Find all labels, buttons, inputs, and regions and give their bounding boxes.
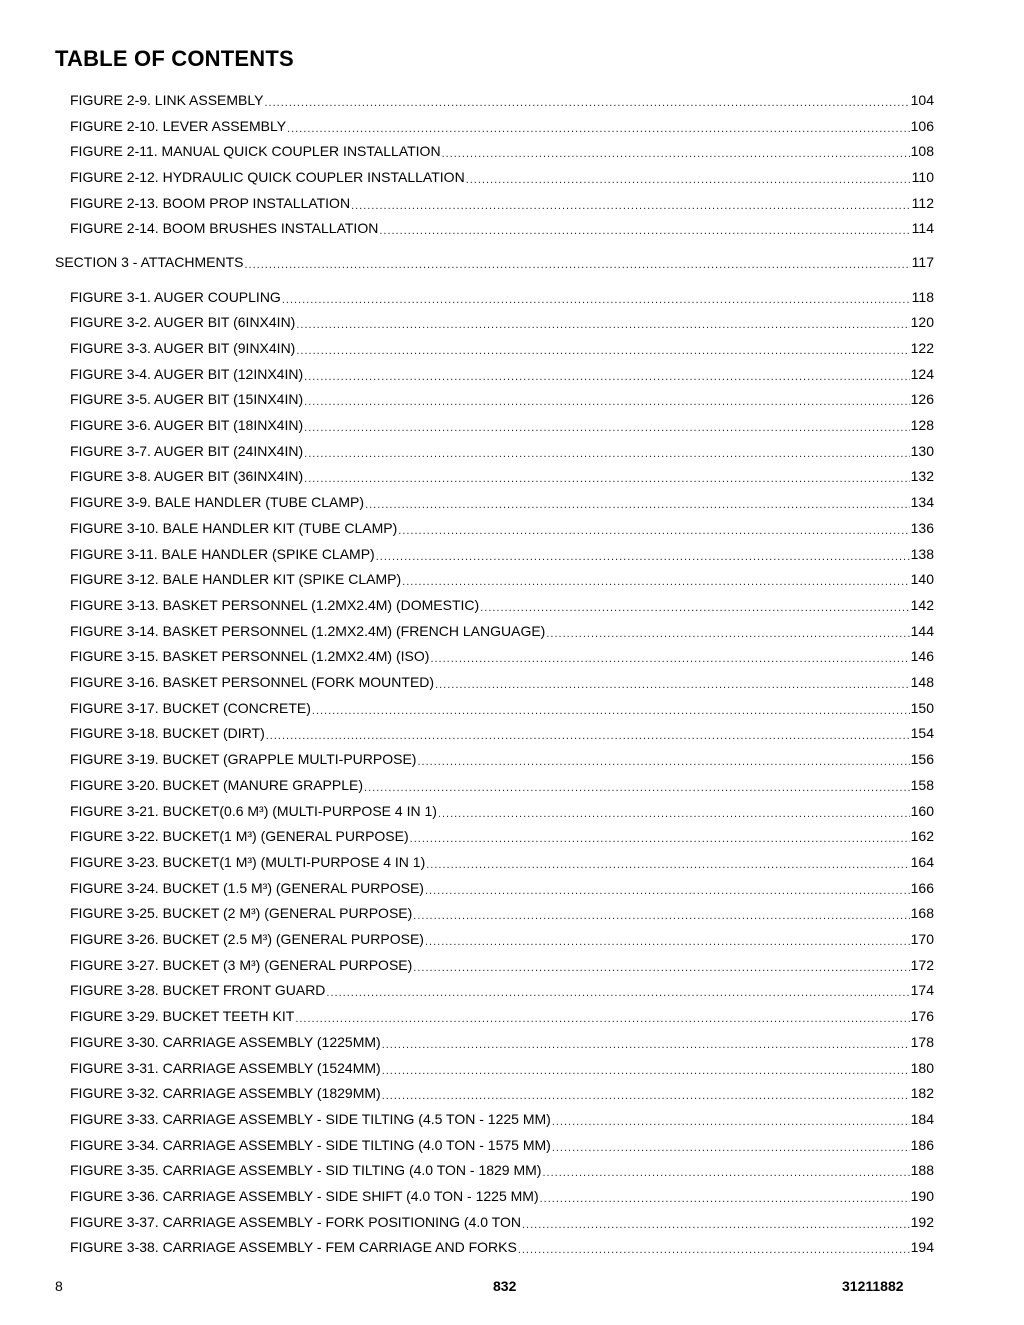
toc-figure-entry[interactable] bbox=[70, 1238, 934, 1256]
toc-entry-label: FIGURE 3-22. BUCKET(1 M³) (GENERAL PURPOSE) bbox=[70, 828, 409, 844]
toc-entry-label: FIGURE 3-9. BALE HANDLER (TUBE CLAMP) bbox=[70, 494, 365, 510]
toc-entry-label: FIGURE 3-25. BUCKET (2 M³) (GENERAL PURPOSE) bbox=[70, 905, 413, 921]
toc-figure-entry[interactable] bbox=[70, 1059, 934, 1077]
toc-figure-entry[interactable] bbox=[70, 622, 934, 640]
toc-entry-page: 154 bbox=[910, 725, 934, 741]
toc-figure-entry[interactable] bbox=[70, 699, 934, 717]
footer-page-number: 8 bbox=[55, 1278, 63, 1294]
toc-entry-page: 124 bbox=[910, 366, 934, 382]
toc-figure-entry[interactable] bbox=[70, 1084, 934, 1102]
toc-entry-label: FIGURE 3-30. CARRIAGE ASSEMBLY (1225MM) bbox=[70, 1034, 381, 1050]
toc-dot-leader bbox=[365, 494, 910, 508]
toc-entry-label: FIGURE 3-28. BUCKET FRONT GUARD bbox=[70, 982, 326, 998]
toc-entry-page: 190 bbox=[910, 1188, 934, 1204]
toc-figure-entry[interactable] bbox=[70, 647, 934, 665]
toc-entry-page: 180 bbox=[910, 1060, 934, 1076]
toc-entry-page: 140 bbox=[910, 571, 934, 587]
toc-dot-leader bbox=[382, 1085, 910, 1099]
toc-dot-leader bbox=[546, 623, 909, 637]
toc-entry-page: 117 bbox=[911, 254, 934, 270]
toc-entry-label: FIGURE 3-8. AUGER BIT (36INX4IN) bbox=[70, 468, 304, 484]
toc-entry-label: FIGURE 3-26. BUCKET (2.5 M³) (GENERAL PURPOSE) bbox=[70, 931, 424, 947]
toc-figure-entry[interactable] bbox=[70, 802, 934, 820]
toc-entry-page: 110 bbox=[911, 169, 934, 185]
toc-entry-label: FIGURE 3-3. AUGER BIT (9INX4IN) bbox=[70, 340, 296, 356]
toc-entry-label: FIGURE 2-14. BOOM BRUSHES INSTALLATION bbox=[70, 220, 379, 236]
toc-figure-entry[interactable] bbox=[70, 365, 934, 383]
toc-figure-entry[interactable] bbox=[70, 1213, 934, 1231]
toc-figure-entry[interactable] bbox=[70, 1136, 934, 1154]
toc-figure-entry[interactable] bbox=[70, 91, 934, 109]
toc-entry-page: 194 bbox=[910, 1239, 934, 1255]
toc-dot-leader bbox=[295, 1008, 909, 1022]
toc-dot-leader bbox=[442, 143, 910, 157]
toc-entry-label: FIGURE 2-12. HYDRAULIC QUICK COUPLER INSTALLATION bbox=[70, 169, 465, 185]
toc-dot-leader bbox=[304, 468, 910, 482]
toc-dot-leader bbox=[351, 195, 911, 209]
toc-figure-entry[interactable] bbox=[70, 545, 934, 563]
toc-entry-page: 120 bbox=[910, 314, 934, 330]
toc-dot-leader bbox=[466, 169, 911, 183]
toc-entry-page: 114 bbox=[911, 220, 934, 236]
toc-entry-label: FIGURE 3-21. BUCKET(0.6 M³) (MULTI-PURPOSE 4 IN 1) bbox=[70, 803, 437, 819]
toc-entry-label: FIGURE 3-34. CARRIAGE ASSEMBLY - SIDE TILTING (4.0 TON - 1575 MM) bbox=[70, 1137, 551, 1153]
toc-entry-page: 142 bbox=[910, 597, 934, 613]
toc-entry-page: 178 bbox=[910, 1034, 934, 1050]
toc-entry-page: 182 bbox=[910, 1085, 934, 1101]
toc-entry-page: 166 bbox=[910, 880, 934, 896]
toc-entry-page: 174 bbox=[910, 982, 934, 998]
toc-entry-page: 150 bbox=[910, 700, 934, 716]
toc-dot-leader bbox=[304, 366, 910, 380]
toc-entry-page: 164 bbox=[910, 854, 934, 870]
toc-dot-leader bbox=[438, 803, 910, 817]
toc-figure-entry[interactable] bbox=[70, 467, 934, 485]
toc-entry-page: 126 bbox=[910, 391, 934, 407]
toc-dot-leader bbox=[304, 443, 910, 457]
toc-dot-leader bbox=[522, 1214, 910, 1228]
toc-entry-page: 136 bbox=[910, 520, 934, 536]
toc-entry-label: FIGURE 3-16. BASKET PERSONNEL (FORK MOUNTED) bbox=[70, 674, 435, 690]
toc-dot-leader bbox=[296, 340, 909, 354]
toc-dot-leader bbox=[426, 854, 909, 868]
toc-figure-entry[interactable] bbox=[70, 142, 934, 160]
toc-dot-leader bbox=[304, 391, 910, 405]
toc-dot-leader bbox=[417, 751, 909, 765]
toc-entry-label: FIGURE 3-24. BUCKET (1.5 M³) (GENERAL PURPOSE) bbox=[70, 880, 424, 896]
toc-figure-entry[interactable] bbox=[70, 904, 934, 922]
toc-entry-label: FIGURE 3-31. CARRIAGE ASSEMBLY (1524MM) bbox=[70, 1060, 381, 1076]
toc-dot-leader bbox=[552, 1137, 910, 1151]
toc-dot-leader bbox=[540, 1188, 910, 1202]
toc-figure-entry[interactable] bbox=[70, 117, 934, 135]
toc-figure-entry[interactable] bbox=[70, 194, 934, 212]
toc-entry-label: FIGURE 2-9. LINK ASSEMBLY bbox=[70, 92, 264, 108]
toc-entry-label: FIGURE 3-23. BUCKET(1 M³) (MULTI-PURPOSE 4 IN 1) bbox=[70, 854, 426, 870]
toc-entry-page: 146 bbox=[910, 648, 934, 664]
toc-dot-leader bbox=[326, 982, 909, 996]
toc-entry-label: FIGURE 3-20. BUCKET (MANURE GRAPPLE) bbox=[70, 777, 364, 793]
toc-entry-label: FIGURE 3-10. BALE HANDLER KIT (TUBE CLAMP) bbox=[70, 520, 398, 536]
toc-entry-page: 158 bbox=[910, 777, 934, 793]
toc-figure-entry[interactable] bbox=[70, 853, 934, 871]
toc-dot-leader bbox=[398, 520, 909, 534]
toc-entry-label: FIGURE 3-29. BUCKET TEETH KIT bbox=[70, 1008, 295, 1024]
toc-entry-label: FIGURE 3-11. BALE HANDLER (SPIKE CLAMP) bbox=[70, 546, 375, 562]
toc-figure-entry[interactable] bbox=[70, 519, 934, 537]
toc-entry-page: 192 bbox=[910, 1214, 934, 1230]
toc-entry-label: FIGURE 3-32. CARRIAGE ASSEMBLY (1829MM) bbox=[70, 1085, 381, 1101]
toc-entry-page: 148 bbox=[910, 674, 934, 690]
toc-dot-leader bbox=[542, 1162, 909, 1176]
toc-entry-page: 156 bbox=[910, 751, 934, 767]
toc-entry-label: FIGURE 3-4. AUGER BIT (12INX4IN) bbox=[70, 366, 304, 382]
toc-entry-label: FIGURE 3-14. BASKET PERSONNEL (1.2MX2.4M) (FRENCH LANGUAGE) bbox=[70, 623, 546, 639]
toc-dot-leader bbox=[287, 118, 910, 132]
toc-figure-entry[interactable] bbox=[70, 1007, 934, 1025]
toc-entry-page: 130 bbox=[910, 443, 934, 459]
toc-figure-entry[interactable] bbox=[70, 416, 934, 434]
toc-dot-leader bbox=[413, 905, 909, 919]
toc-dot-leader bbox=[425, 880, 910, 894]
toc-dot-leader bbox=[552, 1111, 910, 1125]
toc-entry-label: FIGURE 3-6. AUGER BIT (18INX4IN) bbox=[70, 417, 304, 433]
toc-dot-leader bbox=[282, 289, 911, 303]
toc-entry-page: 104 bbox=[910, 92, 934, 108]
toc-figure-entry[interactable] bbox=[70, 930, 934, 948]
toc-entry-page: 168 bbox=[910, 905, 934, 921]
toc-dot-leader bbox=[382, 1060, 910, 1074]
toc-entry-label: FIGURE 3-15. BASKET PERSONNEL (1.2MX2.4M) (ISO) bbox=[70, 648, 430, 664]
toc-figure-entry[interactable] bbox=[70, 442, 934, 460]
toc-dot-leader bbox=[364, 777, 910, 791]
toc-entry-page: 112 bbox=[911, 195, 934, 211]
toc-dot-leader bbox=[379, 220, 910, 234]
toc-dot-leader bbox=[264, 92, 909, 106]
toc-dot-leader bbox=[266, 725, 910, 739]
toc-entry-page: 108 bbox=[910, 143, 934, 159]
toc-figure-entry[interactable] bbox=[70, 493, 934, 511]
toc-figure-entry[interactable] bbox=[70, 570, 934, 588]
toc-entry-label: FIGURE 3-38. CARRIAGE ASSEMBLY - FEM CARRIAGE AND FORKS bbox=[70, 1239, 517, 1255]
toc-entry-page: 128 bbox=[910, 417, 934, 433]
toc-entry-label: FIGURE 3-35. CARRIAGE ASSEMBLY - SID TILTING (4.0 TON - 1829 MM) bbox=[70, 1162, 542, 1178]
toc-section-entry[interactable] bbox=[55, 253, 934, 271]
toc-entry-page: 188 bbox=[910, 1162, 934, 1178]
toc-figure-entry[interactable] bbox=[70, 288, 934, 306]
toc-entry-label: FIGURE 3-13. BASKET PERSONNEL (1.2MX2.4M) (DOMESTIC) bbox=[70, 597, 480, 613]
toc-entry-page: 172 bbox=[910, 957, 934, 973]
toc-entry-page: 122 bbox=[910, 340, 934, 356]
toc-figure-entry[interactable] bbox=[70, 981, 934, 999]
toc-entry-page: 184 bbox=[910, 1111, 934, 1127]
toc-dot-leader bbox=[382, 1034, 910, 1048]
toc-figure-entry[interactable] bbox=[70, 879, 934, 897]
toc-dot-leader bbox=[425, 931, 910, 945]
toc-dot-leader bbox=[410, 828, 910, 842]
toc-figure-entry[interactable] bbox=[70, 1110, 934, 1128]
toc-figure-entry[interactable] bbox=[70, 390, 934, 408]
toc-entry-page: 186 bbox=[910, 1137, 934, 1153]
toc-dot-leader bbox=[245, 254, 911, 268]
toc-entry-page: 144 bbox=[910, 623, 934, 639]
toc-entry-page: 132 bbox=[910, 468, 934, 484]
toc-figure-entry[interactable] bbox=[70, 168, 934, 186]
toc-dot-leader bbox=[435, 674, 910, 688]
toc-dot-leader bbox=[312, 700, 910, 714]
toc-dot-leader bbox=[518, 1239, 910, 1253]
toc-entry-label: FIGURE 3-5. AUGER BIT (15INX4IN) bbox=[70, 391, 304, 407]
toc-figure-entry[interactable] bbox=[70, 956, 934, 974]
toc-figure-entry[interactable] bbox=[70, 750, 934, 768]
toc-figure-entry[interactable] bbox=[70, 1161, 934, 1179]
toc-entry-label: FIGURE 3-7. AUGER BIT (24INX4IN) bbox=[70, 443, 304, 459]
toc-entry-label: FIGURE 2-13. BOOM PROP INSTALLATION bbox=[70, 195, 351, 211]
toc-entry-label: FIGURE 3-27. BUCKET (3 M³) (GENERAL PURPOSE) bbox=[70, 957, 413, 973]
toc-entry-page: 118 bbox=[911, 289, 934, 305]
toc-entry-page: 138 bbox=[910, 546, 934, 562]
toc-figure-entry[interactable] bbox=[70, 219, 934, 237]
toc-entry-label: FIGURE 2-10. LEVER ASSEMBLY bbox=[70, 118, 287, 134]
toc-dot-leader bbox=[376, 546, 910, 560]
toc-entry-label: FIGURE 3-1. AUGER COUPLING bbox=[70, 289, 281, 305]
toc-dot-leader bbox=[430, 648, 909, 662]
toc-dot-leader bbox=[402, 571, 909, 585]
toc-entry-page: 106 bbox=[910, 118, 934, 134]
toc-entry-label: FIGURE 3-12. BALE HANDLER KIT (SPIKE CLAMP) bbox=[70, 571, 402, 587]
toc-dot-leader bbox=[304, 417, 910, 431]
toc-figure-entry[interactable] bbox=[70, 339, 934, 357]
toc-figure-entry[interactable] bbox=[70, 1187, 934, 1205]
toc-entry-page: 160 bbox=[910, 803, 934, 819]
toc-figure-entry[interactable] bbox=[70, 313, 934, 331]
toc-figure-entry[interactable] bbox=[70, 596, 934, 614]
toc-figure-entry[interactable] bbox=[70, 827, 934, 845]
toc-entry-page: 162 bbox=[910, 828, 934, 844]
toc-entry-page: 170 bbox=[910, 931, 934, 947]
toc-entry-label: FIGURE 2-11. MANUAL QUICK COUPLER INSTALLATION bbox=[70, 143, 441, 159]
toc-entry-page: 176 bbox=[910, 1008, 934, 1024]
toc-dot-leader bbox=[413, 957, 909, 971]
toc-entry-label: FIGURE 3-17. BUCKET (CONCRETE) bbox=[70, 700, 311, 716]
footer-document-number: 31211882 bbox=[842, 1278, 904, 1294]
toc-figure-entry[interactable] bbox=[70, 776, 934, 794]
toc-entry-label: SECTION 3 - ATTACHMENTS bbox=[55, 254, 244, 270]
toc-entry-label: FIGURE 3-19. BUCKET (GRAPPLE MULTI-PURPOSE) bbox=[70, 751, 417, 767]
toc-entry-label: FIGURE 3-18. BUCKET (DIRT) bbox=[70, 725, 265, 741]
toc-dot-leader bbox=[480, 597, 909, 611]
toc-figure-entry[interactable] bbox=[70, 1033, 934, 1051]
page-title: TABLE OF CONTENTS bbox=[55, 46, 294, 71]
toc-entry-page: 134 bbox=[910, 494, 934, 510]
toc-entry-label: FIGURE 3-33. CARRIAGE ASSEMBLY - SIDE TILTING (4.5 TON - 1225 MM) bbox=[70, 1111, 551, 1127]
toc-figure-entry[interactable] bbox=[70, 724, 934, 742]
toc-entry-label: FIGURE 3-2. AUGER BIT (6INX4IN) bbox=[70, 314, 296, 330]
footer-center-number: 832 bbox=[493, 1278, 517, 1294]
toc-figure-entry[interactable] bbox=[70, 673, 934, 691]
toc-dot-leader bbox=[296, 314, 909, 328]
toc-entry-label: FIGURE 3-37. CARRIAGE ASSEMBLY - FORK POSITIONING (4.0 TON bbox=[70, 1214, 521, 1230]
toc-entry-label: FIGURE 3-36. CARRIAGE ASSEMBLY - SIDE SHIFT (4.0 TON - 1225 MM) bbox=[70, 1188, 539, 1204]
